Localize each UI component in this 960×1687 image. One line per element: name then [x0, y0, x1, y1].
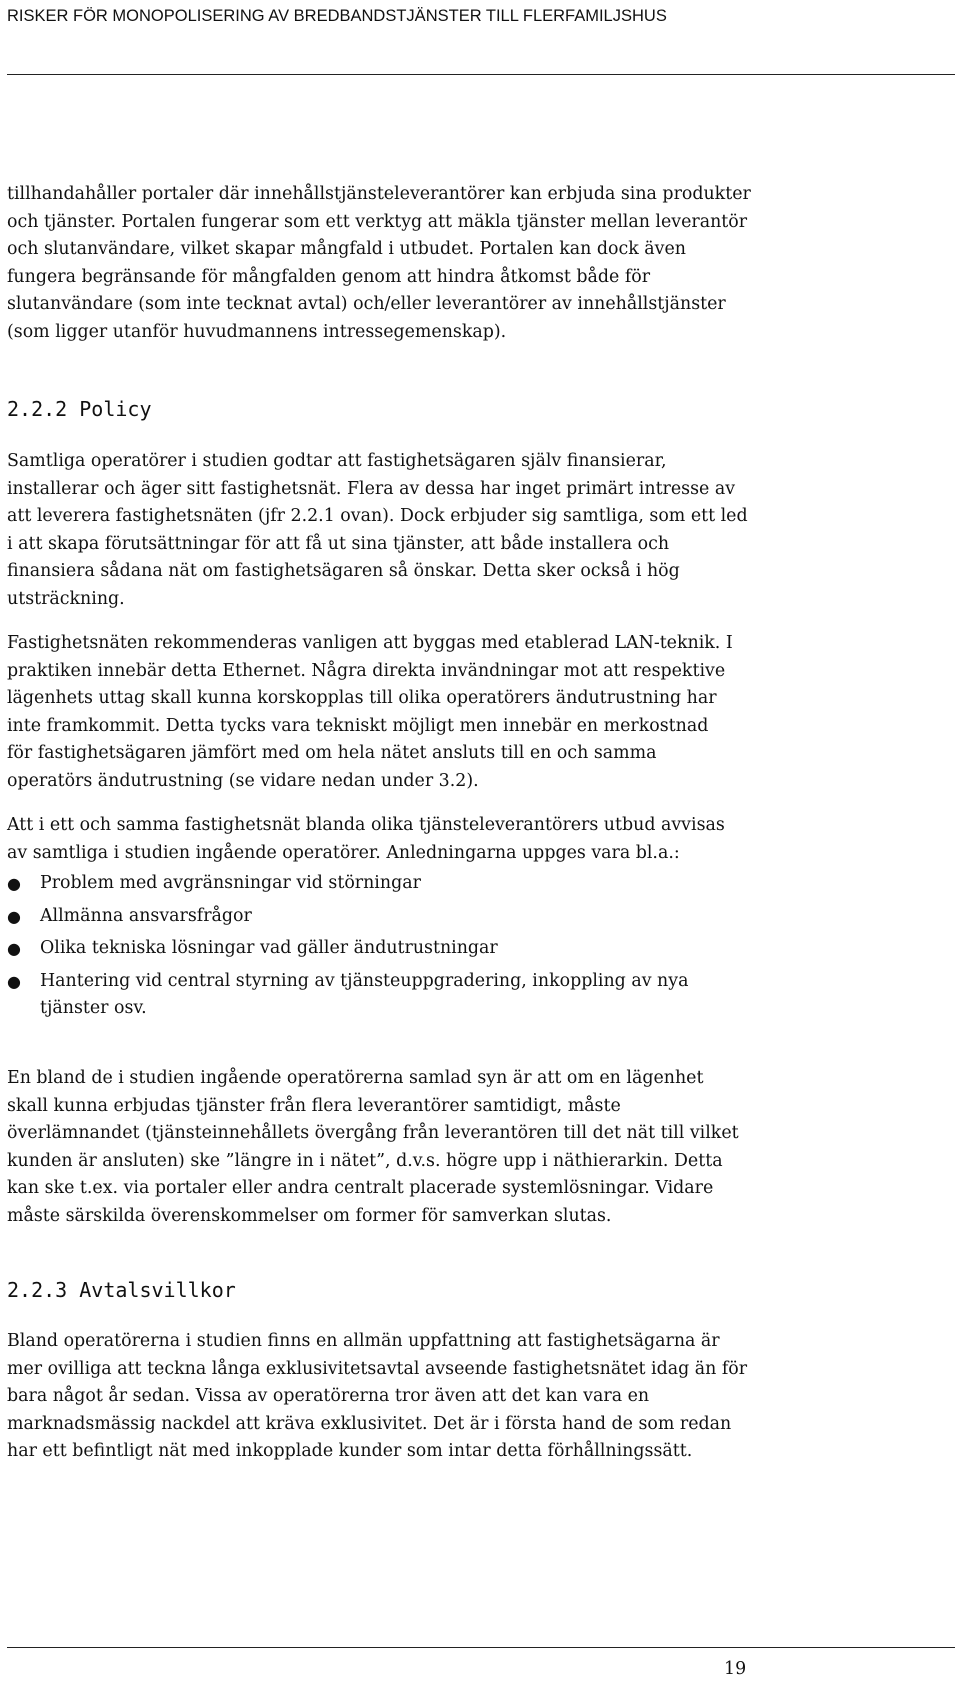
text-line: överlämnandet (tjänsteinnehållets övergång från leverantören till det nät till vilket: [7, 1123, 739, 1144]
section-heading-policy: 2.2.2 Policy: [7, 397, 152, 421]
text-line: finansiera sådana nät om fastighetsägaren så önskar. Detta sker också i hög: [7, 561, 680, 582]
paragraph-intro: [7, 181, 797, 347]
list-item: [7, 903, 807, 931]
running-header: RISKER FÖR MONOPOLISERING AV BREDBANDSTJÄNSTER TILL FLERFAMILJSHUS: [7, 7, 667, 25]
footer-rule: [7, 1647, 955, 1648]
header-rule: [7, 74, 955, 75]
bullet-icon: ●: [7, 874, 21, 893]
text-line: operatörs ändutrustning (se vidare nedan under 3.2).: [7, 770, 479, 791]
text-line: utsträckning.: [7, 588, 125, 609]
text-line: Samtliga operatörer i studien godtar att fastighetsägaren själv finansierar,: [7, 451, 667, 471]
bullet-icon: ●: [7, 906, 21, 926]
list-item-text: Olika tekniska lösningar vad gäller ändutrustningar: [40, 938, 498, 959]
text-line: fungera begränsande för mångfalden genom att hindra åtkomst både för: [7, 266, 651, 287]
text-line: mer ovilliga att teckna långa exklusivitetsavtal avseende fastighetsnätet idag än för: [7, 1358, 748, 1379]
bullet-icon: ●: [7, 939, 21, 959]
text-line: En bland de i studien ingående operatörerna samlad syn är att om en lägenhet: [7, 1068, 704, 1088]
list-item: [7, 935, 807, 963]
bullet-icon: ●: [7, 971, 21, 991]
text-line: installerar och äger sitt fastighetsnät. Flera av dessa har inget primärt intresse av: [7, 478, 736, 499]
text-line: praktiken innebär detta Ethernet. Några direkta invändningar mot att respektive: [7, 660, 726, 681]
text-line: lägenhets uttag skall kunna korskopplas till olika operatörers ändutrustning har: [7, 688, 717, 709]
text-line: inte framkommit. Detta tycks vara tekniskt möjligt men innebär en merkostnad: [7, 715, 709, 736]
paragraph-policy-1: [7, 448, 797, 614]
text-line: Fastighetsnäten rekommenderas vanligen att byggas med etablerad LAN-teknik. I: [7, 633, 733, 653]
text-line: i att skapa förutsättningar för att få ut sina tjänster, att både installera och: [7, 533, 670, 554]
text-line: skall kunna erbjudas tjänster från flera leverantörer samtidigt, måste: [7, 1095, 621, 1116]
text-line: kan ske t.ex. via portaler eller andra centralt placerade systemlösningar. Vidare: [7, 1178, 714, 1199]
text-line: och tjänster. Portalen fungerar som ett verktyg att mäkla tjänster mellan leverantör: [7, 211, 748, 232]
list-item-text: Problem med avgränsningar vid störningar: [40, 873, 421, 893]
list-item-text: Allmänna ansvarsfrågor: [40, 905, 252, 926]
text-line: för fastighetsägaren jämfört med om hela nätet ansluts till en och samma: [7, 743, 657, 764]
list-item: [7, 870, 807, 898]
text-line: av samtliga i studien ingående operatörer. Anledningarna uppges vara bl.a.:: [7, 842, 680, 863]
text-line: Bland operatörerna i studien finns en allmän uppfattning att fastighetsägarna är: [7, 1331, 720, 1351]
list-item: [7, 968, 807, 1023]
paragraph-avtal-1: [7, 1328, 797, 1466]
bullet-list: [7, 870, 807, 1028]
text-line: bara något år sedan. Vissa av operatörerna tror även att det kan vara en: [7, 1386, 650, 1407]
list-item-text: tjänster osv.: [40, 998, 147, 1019]
text-line: att leverera fastighetsnäten (jfr 2.2.1 ovan). Dock erbjuder sig samtliga, som ett led: [7, 506, 748, 527]
text-line: (som ligger utanför huvudmannens intressegemenskap).: [7, 321, 507, 342]
text-line: kunden är ansluten) ske ”längre in i nätet”, d.v.s. högre upp i näthierarkin. Detta: [7, 1150, 723, 1171]
text-line: måste särskilda överenskommelser om former för samverkan slutas.: [7, 1205, 612, 1226]
text-line: tillhandahåller portaler där innehållstjänsteleverantörer kan erbjuda sina produkter: [7, 184, 751, 204]
paragraph-policy-4: [7, 1065, 797, 1231]
text-line: har ett befintligt nät med inkopplade kunder som intar detta förhållningssätt.: [7, 1441, 693, 1462]
page-number: 19: [724, 1659, 747, 1679]
list-item-text: Hantering vid central styrning av tjänsteuppgradering, inkoppling av nya: [40, 970, 689, 991]
text-line: slutanvändare (som inte tecknat avtal) och/eller leverantörer av innehållstjänster: [7, 294, 726, 315]
paragraph-policy-3: [7, 812, 797, 867]
text-line: Att i ett och samma fastighetsnät blanda olika tjänsteleverantörers utbud avvisas: [7, 815, 725, 835]
text-line: och slutanvändare, vilket skapar mångfald i utbudet. Portalen kan dock även: [7, 239, 686, 260]
text-line: marknadsmässig nackdel att kräva exklusivitet. Det är i första hand de som redan: [7, 1413, 732, 1434]
paragraph-policy-2: [7, 630, 797, 796]
section-heading-avtalsvillkor: 2.2.3 Avtalsvillkor: [7, 1278, 236, 1302]
